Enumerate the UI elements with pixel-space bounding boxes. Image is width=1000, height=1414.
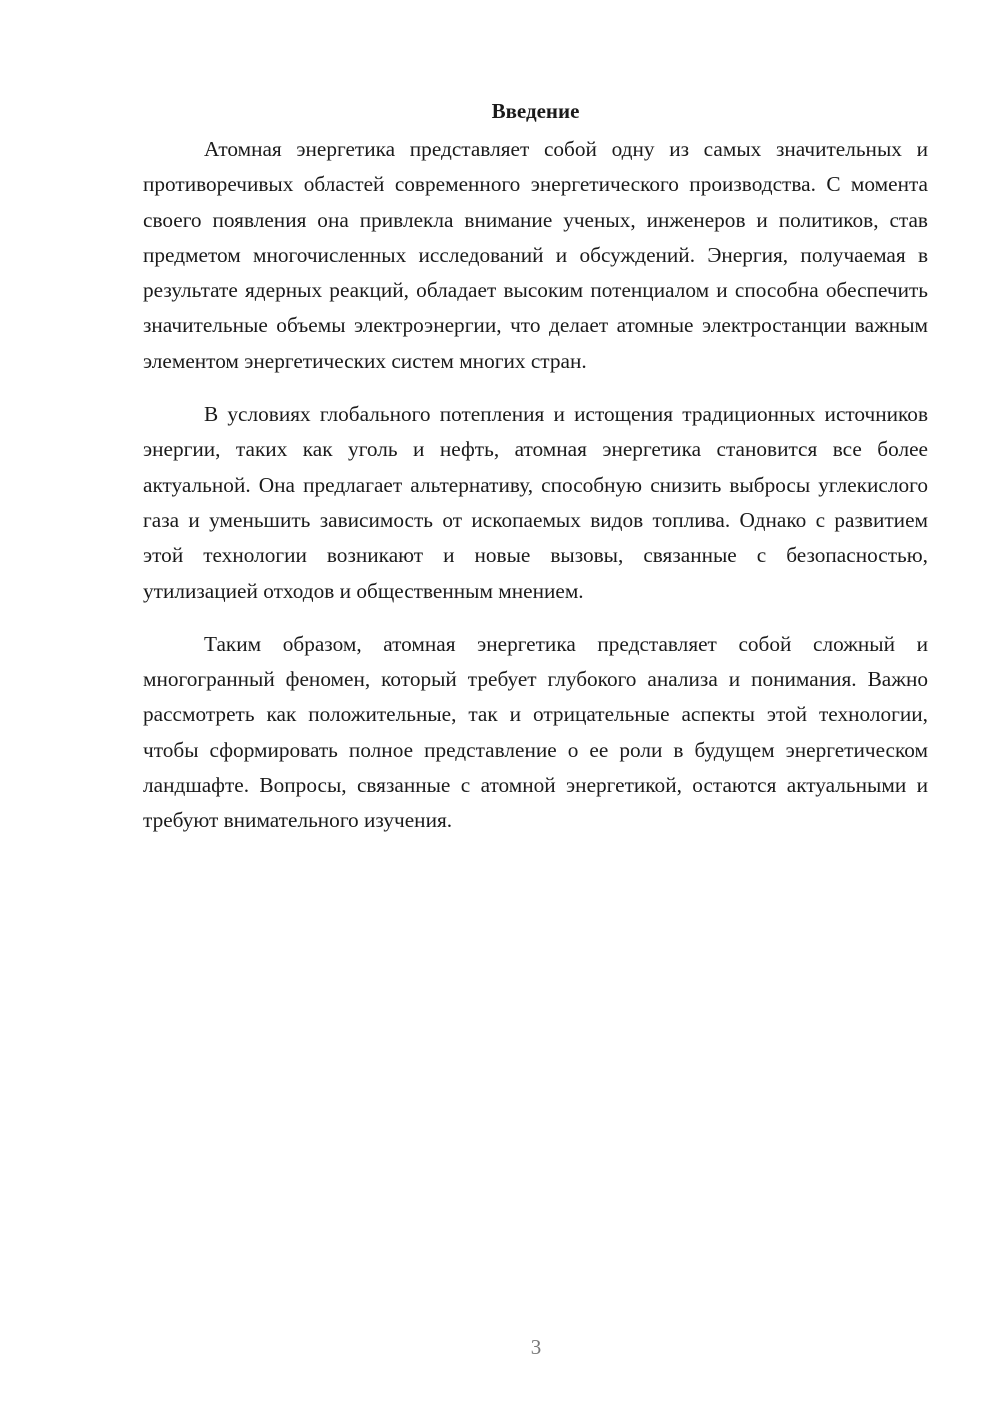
paragraph-1: Атомная энергетика представляет собой одну из самых значительных и противоречивых областей современного энергетического производства. С момента своего появления она привлекла внимание ученых, инженеров и политиков, став предметом многочисленных исследований и обсуждений. Энергия, получаемая в результате ядерных реакций, обладает высоким потенциалом и способна обеспечить значительные объемы электроэнергии, что делает атомные электростанции важным элементом энергетических систем многих стран. bbox=[143, 137, 928, 373]
page-content bbox=[143, 97, 928, 839]
section-title: Введение bbox=[491, 99, 580, 123]
page-number: 3 bbox=[530, 1335, 542, 1359]
paragraph-2: В условиях глобального потепления и истощения традиционных источников энергии, таких как уголь и нефть, атомная энергетика становится все более актуальной. Она предлагает альтернативу, способную снизить выбросы углекислого газа и уменьшить зависимость от ископаемых видов топлива. Однако с развитием этой технологии возникают и новые вызовы, связанные с безопасностью, утилизацией отходов и общественным мнением. bbox=[143, 402, 928, 603]
paragraph-3: Таким образом, атомная энергетика представляет собой сложный и многогранный феномен, который требует глубокого анализа и понимания. Важно рассмотреть как положительные, так и отрицательные аспекты этой технологии, чтобы сформировать полное представление о ее роли в будущем энергетическом ландшафте. Вопросы, связанные с атомной энергетикой, остаются актуальными и требуют внимательного изучения. bbox=[143, 631, 928, 833]
